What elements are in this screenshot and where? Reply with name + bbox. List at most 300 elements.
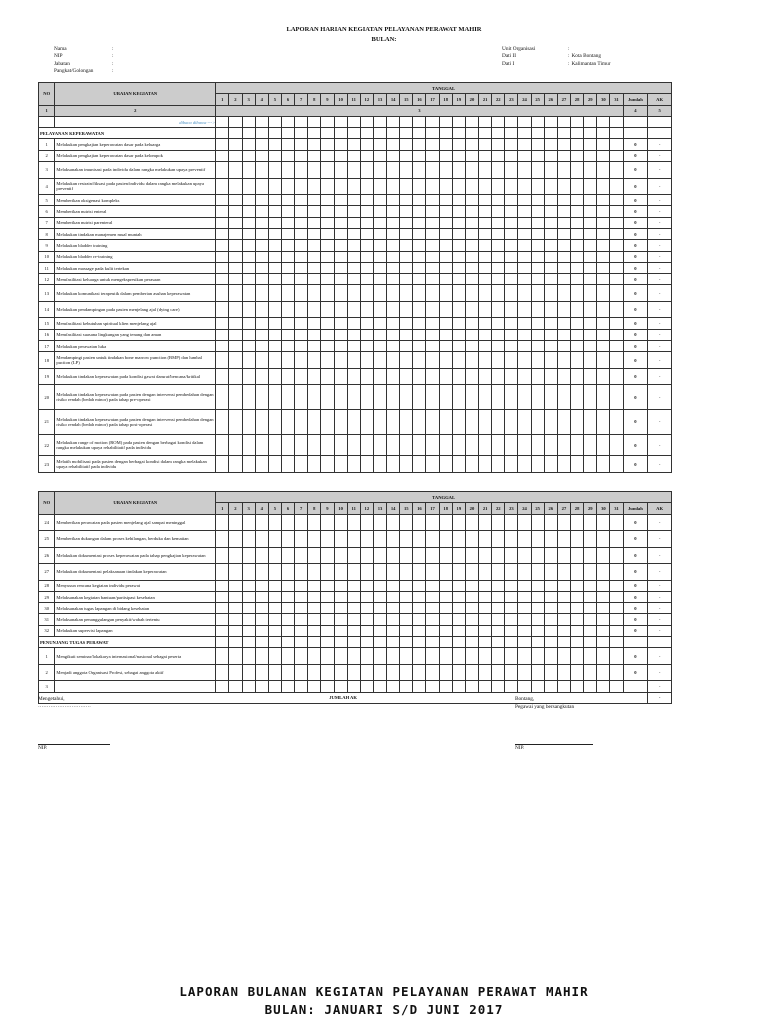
day-cell[interactable] bbox=[229, 625, 242, 636]
day-cell[interactable] bbox=[216, 329, 229, 340]
day-cell[interactable] bbox=[321, 603, 334, 614]
day-cell[interactable] bbox=[557, 681, 570, 692]
day-cell[interactable] bbox=[360, 206, 373, 217]
day-cell[interactable] bbox=[544, 681, 557, 692]
day-cell[interactable] bbox=[584, 591, 597, 602]
day-cell[interactable] bbox=[479, 456, 492, 473]
day-cell[interactable] bbox=[465, 603, 478, 614]
day-cell[interactable] bbox=[479, 547, 492, 564]
day-cell[interactable] bbox=[295, 648, 308, 665]
day-cell[interactable] bbox=[584, 681, 597, 692]
day-cell[interactable] bbox=[544, 514, 557, 531]
day-cell[interactable] bbox=[400, 410, 413, 435]
day-cell[interactable] bbox=[373, 206, 386, 217]
day-cell[interactable] bbox=[610, 274, 623, 285]
day-cell[interactable] bbox=[531, 217, 544, 228]
day-cell[interactable] bbox=[597, 301, 610, 318]
day-cell[interactable] bbox=[242, 274, 255, 285]
day-cell[interactable] bbox=[216, 262, 229, 273]
day-cell[interactable] bbox=[334, 329, 347, 340]
day-cell[interactable] bbox=[373, 139, 386, 150]
day-cell[interactable] bbox=[465, 385, 478, 410]
day-cell[interactable] bbox=[571, 385, 584, 410]
day-cell[interactable] bbox=[571, 410, 584, 435]
day-cell[interactable] bbox=[544, 318, 557, 329]
day-cell[interactable] bbox=[268, 648, 281, 665]
day-cell[interactable] bbox=[439, 564, 452, 581]
day-cell[interactable] bbox=[373, 301, 386, 318]
day-cell[interactable] bbox=[400, 385, 413, 410]
day-cell[interactable] bbox=[295, 318, 308, 329]
day-cell[interactable] bbox=[308, 228, 321, 239]
day-cell[interactable] bbox=[400, 285, 413, 302]
day-cell[interactable] bbox=[281, 514, 294, 531]
day-cell[interactable] bbox=[229, 385, 242, 410]
day-cell[interactable] bbox=[531, 648, 544, 665]
day-cell[interactable] bbox=[557, 329, 570, 340]
day-cell[interactable] bbox=[465, 285, 478, 302]
day-cell[interactable] bbox=[387, 139, 400, 150]
day-cell[interactable] bbox=[465, 206, 478, 217]
day-cell[interactable] bbox=[216, 580, 229, 591]
day-cell[interactable] bbox=[400, 368, 413, 385]
day-cell[interactable] bbox=[439, 318, 452, 329]
day-cell[interactable] bbox=[400, 648, 413, 665]
day-cell[interactable] bbox=[544, 434, 557, 456]
day-cell[interactable] bbox=[321, 329, 334, 340]
day-cell[interactable] bbox=[400, 195, 413, 206]
day-cell[interactable] bbox=[557, 318, 570, 329]
day-cell[interactable] bbox=[413, 681, 426, 692]
day-cell[interactable] bbox=[373, 251, 386, 262]
day-cell[interactable] bbox=[597, 318, 610, 329]
day-cell[interactable] bbox=[308, 625, 321, 636]
day-cell[interactable] bbox=[465, 217, 478, 228]
day-cell[interactable] bbox=[334, 614, 347, 625]
day-cell[interactable] bbox=[229, 162, 242, 179]
day-cell[interactable] bbox=[571, 681, 584, 692]
day-cell[interactable] bbox=[479, 217, 492, 228]
day-cell[interactable] bbox=[347, 547, 360, 564]
day-cell[interactable] bbox=[584, 228, 597, 239]
day-cell[interactable] bbox=[216, 206, 229, 217]
day-cell[interactable] bbox=[557, 625, 570, 636]
day-cell[interactable] bbox=[334, 603, 347, 614]
day-cell[interactable] bbox=[321, 318, 334, 329]
day-cell[interactable] bbox=[610, 228, 623, 239]
day-cell[interactable] bbox=[347, 564, 360, 581]
day-cell[interactable] bbox=[308, 341, 321, 352]
day-cell[interactable] bbox=[557, 162, 570, 179]
day-cell[interactable] bbox=[426, 341, 439, 352]
day-cell[interactable] bbox=[229, 648, 242, 665]
day-cell[interactable] bbox=[413, 368, 426, 385]
day-cell[interactable] bbox=[347, 514, 360, 531]
day-cell[interactable] bbox=[229, 603, 242, 614]
day-cell[interactable] bbox=[557, 195, 570, 206]
day-cell[interactable] bbox=[492, 341, 505, 352]
day-cell[interactable] bbox=[413, 531, 426, 548]
day-cell[interactable] bbox=[216, 564, 229, 581]
day-cell[interactable] bbox=[557, 531, 570, 548]
day-cell[interactable] bbox=[610, 648, 623, 665]
day-cell[interactable] bbox=[426, 614, 439, 625]
day-cell[interactable] bbox=[584, 514, 597, 531]
day-cell[interactable] bbox=[229, 139, 242, 150]
day-cell[interactable] bbox=[373, 274, 386, 285]
day-cell[interactable] bbox=[308, 262, 321, 273]
day-cell[interactable] bbox=[610, 456, 623, 473]
day-cell[interactable] bbox=[268, 580, 281, 591]
day-cell[interactable] bbox=[347, 531, 360, 548]
day-cell[interactable] bbox=[452, 341, 465, 352]
day-cell[interactable] bbox=[387, 228, 400, 239]
day-cell[interactable] bbox=[597, 240, 610, 251]
day-cell[interactable] bbox=[505, 564, 518, 581]
day-cell[interactable] bbox=[242, 352, 255, 369]
day-cell[interactable] bbox=[334, 580, 347, 591]
day-cell[interactable] bbox=[518, 217, 531, 228]
day-cell[interactable] bbox=[479, 591, 492, 602]
day-cell[interactable] bbox=[242, 206, 255, 217]
day-cell[interactable] bbox=[439, 341, 452, 352]
day-cell[interactable] bbox=[492, 318, 505, 329]
day-cell[interactable] bbox=[347, 681, 360, 692]
day-cell[interactable] bbox=[479, 580, 492, 591]
day-cell[interactable] bbox=[439, 329, 452, 340]
day-cell[interactable] bbox=[268, 162, 281, 179]
day-cell[interactable] bbox=[334, 240, 347, 251]
day-cell[interactable] bbox=[242, 564, 255, 581]
day-cell[interactable] bbox=[255, 318, 268, 329]
day-cell[interactable] bbox=[531, 285, 544, 302]
day-cell[interactable] bbox=[426, 251, 439, 262]
day-cell[interactable] bbox=[584, 150, 597, 161]
day-cell[interactable] bbox=[452, 514, 465, 531]
day-cell[interactable] bbox=[492, 352, 505, 369]
day-cell[interactable] bbox=[295, 285, 308, 302]
day-cell[interactable] bbox=[531, 329, 544, 340]
day-cell[interactable] bbox=[465, 341, 478, 352]
day-cell[interactable] bbox=[465, 251, 478, 262]
day-cell[interactable] bbox=[531, 341, 544, 352]
day-cell[interactable] bbox=[584, 251, 597, 262]
day-cell[interactable] bbox=[229, 251, 242, 262]
day-cell[interactable] bbox=[347, 664, 360, 681]
day-cell[interactable] bbox=[308, 564, 321, 581]
day-cell[interactable] bbox=[295, 195, 308, 206]
day-cell[interactable] bbox=[597, 664, 610, 681]
day-cell[interactable] bbox=[321, 564, 334, 581]
day-cell[interactable] bbox=[413, 648, 426, 665]
day-cell[interactable] bbox=[387, 162, 400, 179]
day-cell[interactable] bbox=[268, 240, 281, 251]
day-cell[interactable] bbox=[281, 301, 294, 318]
day-cell[interactable] bbox=[295, 434, 308, 456]
day-cell[interactable] bbox=[557, 285, 570, 302]
day-cell[interactable] bbox=[465, 648, 478, 665]
day-cell[interactable] bbox=[347, 178, 360, 195]
day-cell[interactable] bbox=[518, 564, 531, 581]
day-cell[interactable] bbox=[229, 274, 242, 285]
day-cell[interactable] bbox=[597, 352, 610, 369]
day-cell[interactable] bbox=[571, 614, 584, 625]
day-cell[interactable] bbox=[281, 341, 294, 352]
day-cell[interactable] bbox=[229, 531, 242, 548]
day-cell[interactable] bbox=[584, 206, 597, 217]
day-cell[interactable] bbox=[242, 614, 255, 625]
day-cell[interactable] bbox=[308, 178, 321, 195]
day-cell[interactable] bbox=[347, 301, 360, 318]
day-cell[interactable] bbox=[571, 206, 584, 217]
day-cell[interactable] bbox=[584, 139, 597, 150]
day-cell[interactable] bbox=[216, 195, 229, 206]
day-cell[interactable] bbox=[492, 648, 505, 665]
day-cell[interactable] bbox=[544, 580, 557, 591]
day-cell[interactable] bbox=[426, 139, 439, 150]
day-cell[interactable] bbox=[610, 368, 623, 385]
day-cell[interactable] bbox=[321, 341, 334, 352]
day-cell[interactable] bbox=[492, 614, 505, 625]
day-cell[interactable] bbox=[268, 564, 281, 581]
day-cell[interactable] bbox=[557, 603, 570, 614]
day-cell[interactable] bbox=[518, 240, 531, 251]
day-cell[interactable] bbox=[544, 274, 557, 285]
day-cell[interactable] bbox=[242, 195, 255, 206]
day-cell[interactable] bbox=[400, 603, 413, 614]
day-cell[interactable] bbox=[255, 664, 268, 681]
day-cell[interactable] bbox=[387, 329, 400, 340]
day-cell[interactable] bbox=[255, 625, 268, 636]
day-cell[interactable] bbox=[452, 178, 465, 195]
day-cell[interactable] bbox=[426, 150, 439, 161]
day-cell[interactable] bbox=[242, 228, 255, 239]
day-cell[interactable] bbox=[242, 434, 255, 456]
day-cell[interactable] bbox=[518, 228, 531, 239]
day-cell[interactable] bbox=[255, 217, 268, 228]
day-cell[interactable] bbox=[439, 240, 452, 251]
day-cell[interactable] bbox=[557, 547, 570, 564]
day-cell[interactable] bbox=[610, 178, 623, 195]
day-cell[interactable] bbox=[571, 318, 584, 329]
day-cell[interactable] bbox=[413, 150, 426, 161]
day-cell[interactable] bbox=[531, 228, 544, 239]
day-cell[interactable] bbox=[216, 228, 229, 239]
day-cell[interactable] bbox=[216, 614, 229, 625]
day-cell[interactable] bbox=[505, 178, 518, 195]
day-cell[interactable] bbox=[465, 262, 478, 273]
day-cell[interactable] bbox=[255, 251, 268, 262]
day-cell[interactable] bbox=[413, 329, 426, 340]
day-cell[interactable] bbox=[242, 301, 255, 318]
day-cell[interactable] bbox=[373, 547, 386, 564]
day-cell[interactable] bbox=[452, 352, 465, 369]
day-cell[interactable] bbox=[505, 514, 518, 531]
day-cell[interactable] bbox=[492, 368, 505, 385]
day-cell[interactable] bbox=[281, 456, 294, 473]
day-cell[interactable] bbox=[255, 285, 268, 302]
day-cell[interactable] bbox=[426, 564, 439, 581]
day-cell[interactable] bbox=[360, 648, 373, 665]
day-cell[interactable] bbox=[308, 591, 321, 602]
day-cell[interactable] bbox=[295, 329, 308, 340]
day-cell[interactable] bbox=[557, 240, 570, 251]
day-cell[interactable] bbox=[465, 139, 478, 150]
day-cell[interactable] bbox=[531, 301, 544, 318]
day-cell[interactable] bbox=[347, 368, 360, 385]
day-cell[interactable] bbox=[557, 434, 570, 456]
day-cell[interactable] bbox=[295, 150, 308, 161]
day-cell[interactable] bbox=[610, 162, 623, 179]
day-cell[interactable] bbox=[216, 681, 229, 692]
day-cell[interactable] bbox=[308, 664, 321, 681]
day-cell[interactable] bbox=[492, 591, 505, 602]
day-cell[interactable] bbox=[531, 206, 544, 217]
day-cell[interactable] bbox=[597, 368, 610, 385]
day-cell[interactable] bbox=[373, 195, 386, 206]
day-cell[interactable] bbox=[216, 251, 229, 262]
day-cell[interactable] bbox=[544, 329, 557, 340]
day-cell[interactable] bbox=[321, 664, 334, 681]
day-cell[interactable] bbox=[439, 178, 452, 195]
day-cell[interactable] bbox=[360, 681, 373, 692]
day-cell[interactable] bbox=[505, 341, 518, 352]
day-cell[interactable] bbox=[479, 195, 492, 206]
day-cell[interactable] bbox=[242, 318, 255, 329]
day-cell[interactable] bbox=[347, 150, 360, 161]
day-cell[interactable] bbox=[255, 139, 268, 150]
day-cell[interactable] bbox=[281, 162, 294, 179]
day-cell[interactable] bbox=[584, 625, 597, 636]
day-cell[interactable] bbox=[281, 547, 294, 564]
day-cell[interactable] bbox=[518, 514, 531, 531]
day-cell[interactable] bbox=[413, 228, 426, 239]
day-cell[interactable] bbox=[360, 285, 373, 302]
day-cell[interactable] bbox=[479, 385, 492, 410]
day-cell[interactable] bbox=[373, 329, 386, 340]
day-cell[interactable] bbox=[216, 217, 229, 228]
day-cell[interactable] bbox=[571, 195, 584, 206]
day-cell[interactable] bbox=[255, 531, 268, 548]
day-cell[interactable] bbox=[571, 139, 584, 150]
day-cell[interactable] bbox=[544, 262, 557, 273]
day-cell[interactable] bbox=[452, 217, 465, 228]
day-cell[interactable] bbox=[597, 178, 610, 195]
day-cell[interactable] bbox=[387, 178, 400, 195]
day-cell[interactable] bbox=[255, 547, 268, 564]
day-cell[interactable] bbox=[268, 625, 281, 636]
day-cell[interactable] bbox=[544, 217, 557, 228]
day-cell[interactable] bbox=[452, 318, 465, 329]
day-cell[interactable] bbox=[308, 614, 321, 625]
day-cell[interactable] bbox=[518, 178, 531, 195]
day-cell[interactable] bbox=[584, 352, 597, 369]
day-cell[interactable] bbox=[610, 217, 623, 228]
day-cell[interactable] bbox=[465, 580, 478, 591]
day-cell[interactable] bbox=[268, 385, 281, 410]
day-cell[interactable] bbox=[439, 456, 452, 473]
day-cell[interactable] bbox=[295, 410, 308, 435]
day-cell[interactable] bbox=[268, 456, 281, 473]
day-cell[interactable] bbox=[426, 240, 439, 251]
day-cell[interactable] bbox=[518, 274, 531, 285]
day-cell[interactable] bbox=[518, 648, 531, 665]
day-cell[interactable] bbox=[505, 150, 518, 161]
day-cell[interactable] bbox=[531, 580, 544, 591]
day-cell[interactable] bbox=[229, 410, 242, 435]
day-cell[interactable] bbox=[295, 681, 308, 692]
day-cell[interactable] bbox=[255, 368, 268, 385]
day-cell[interactable] bbox=[531, 274, 544, 285]
day-cell[interactable] bbox=[465, 614, 478, 625]
day-cell[interactable] bbox=[518, 664, 531, 681]
day-cell[interactable] bbox=[373, 162, 386, 179]
day-cell[interactable] bbox=[255, 301, 268, 318]
day-cell[interactable] bbox=[571, 648, 584, 665]
day-cell[interactable] bbox=[413, 352, 426, 369]
day-cell[interactable] bbox=[268, 318, 281, 329]
day-cell[interactable] bbox=[531, 251, 544, 262]
day-cell[interactable] bbox=[334, 456, 347, 473]
day-cell[interactable] bbox=[610, 150, 623, 161]
day-cell[interactable] bbox=[439, 251, 452, 262]
day-cell[interactable] bbox=[229, 352, 242, 369]
day-cell[interactable] bbox=[281, 217, 294, 228]
day-cell[interactable] bbox=[571, 217, 584, 228]
day-cell[interactable] bbox=[518, 434, 531, 456]
day-cell[interactable] bbox=[610, 285, 623, 302]
day-cell[interactable] bbox=[347, 162, 360, 179]
day-cell[interactable] bbox=[571, 603, 584, 614]
day-cell[interactable] bbox=[281, 410, 294, 435]
day-cell[interactable] bbox=[321, 240, 334, 251]
day-cell[interactable] bbox=[334, 195, 347, 206]
day-cell[interactable] bbox=[571, 547, 584, 564]
day-cell[interactable] bbox=[505, 240, 518, 251]
day-cell[interactable] bbox=[479, 664, 492, 681]
day-cell[interactable] bbox=[584, 162, 597, 179]
day-cell[interactable] bbox=[347, 603, 360, 614]
day-cell[interactable] bbox=[426, 262, 439, 273]
day-cell[interactable] bbox=[321, 591, 334, 602]
day-cell[interactable] bbox=[544, 285, 557, 302]
day-cell[interactable] bbox=[413, 625, 426, 636]
day-cell[interactable] bbox=[492, 329, 505, 340]
day-cell[interactable] bbox=[544, 625, 557, 636]
day-cell[interactable] bbox=[597, 150, 610, 161]
day-cell[interactable] bbox=[321, 648, 334, 665]
day-cell[interactable] bbox=[610, 564, 623, 581]
day-cell[interactable] bbox=[479, 648, 492, 665]
day-cell[interactable] bbox=[387, 262, 400, 273]
day-cell[interactable] bbox=[571, 228, 584, 239]
day-cell[interactable] bbox=[255, 195, 268, 206]
day-cell[interactable] bbox=[571, 178, 584, 195]
day-cell[interactable] bbox=[505, 262, 518, 273]
day-cell[interactable] bbox=[518, 195, 531, 206]
day-cell[interactable] bbox=[479, 318, 492, 329]
day-cell[interactable] bbox=[334, 150, 347, 161]
day-cell[interactable] bbox=[334, 648, 347, 665]
day-cell[interactable] bbox=[531, 318, 544, 329]
day-cell[interactable] bbox=[439, 625, 452, 636]
day-cell[interactable] bbox=[242, 591, 255, 602]
day-cell[interactable] bbox=[400, 664, 413, 681]
day-cell[interactable] bbox=[531, 178, 544, 195]
day-cell[interactable] bbox=[387, 614, 400, 625]
day-cell[interactable] bbox=[426, 206, 439, 217]
day-cell[interactable] bbox=[347, 385, 360, 410]
